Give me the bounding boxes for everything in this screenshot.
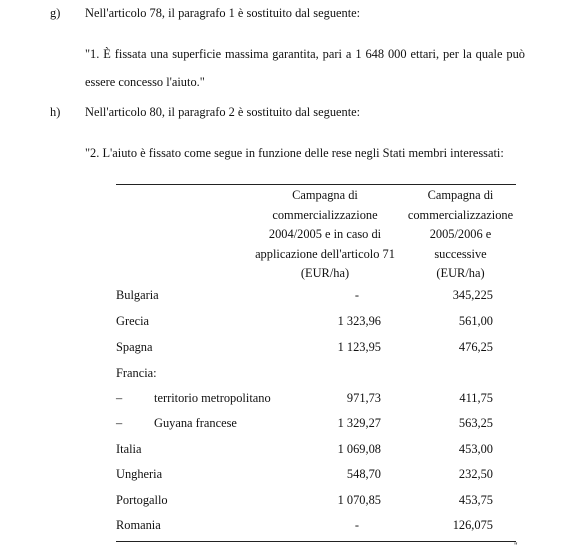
table-row (116, 314, 516, 340)
row-country: Romania (116, 518, 161, 532)
row-country: Francia: (116, 366, 157, 380)
item-h-text: Nell'articolo 80, il paragrafo 2 è sostituito dal seguente: (85, 105, 361, 119)
row-value-2005: 561,00 (458, 314, 493, 328)
row-country: Portogallo (116, 493, 168, 507)
table-row (116, 391, 516, 417)
row-value-2005: 345,225 (452, 288, 493, 302)
row-value-2004: 1 329,27 (337, 416, 381, 430)
row-value-2004: 1 323,96 (337, 314, 381, 328)
row-value-2005: 453,00 (458, 442, 493, 456)
header-line: successive (434, 246, 487, 261)
table-row (116, 288, 516, 314)
header-line: applicazione dell'articolo 71 (255, 246, 395, 261)
item-g-quote: "1. È fissata una superficie massima garantita, pari a 1 648 000 ettari, per la quale può essere concesso l'aiuto." (85, 47, 525, 89)
row-value-2005: 411,75 (459, 391, 493, 405)
table-row (116, 442, 516, 468)
row-value-2004: 971,73 (346, 391, 381, 405)
row-country: territorio metropolitano (154, 391, 271, 405)
item-h-label: h) (50, 105, 61, 119)
header-line: commercializzazione (407, 207, 514, 222)
table-row (116, 416, 516, 442)
header-line: 2005/2006 e (429, 227, 492, 241)
header-line: Campagna di (292, 188, 358, 202)
table-top-rule (116, 184, 516, 185)
row-country: Grecia (116, 314, 150, 328)
row-value-2005: 453,75 (458, 493, 493, 507)
table-row (116, 467, 516, 493)
row-value-2004: 1 069,08 (337, 442, 381, 456)
table-row (116, 340, 516, 366)
header-line: 2004/2005 e in caso di (268, 227, 382, 241)
row-country: Guyana francese (154, 416, 237, 430)
table-bottom-rule (116, 541, 516, 542)
header-line: commercializzazione (272, 207, 378, 222)
table-row (116, 366, 516, 392)
row-value-2004: - (354, 518, 359, 532)
row-value-2005: 476,25 (458, 340, 493, 354)
row-value-2004: 1 123,95 (337, 340, 381, 354)
item-g-text: Nell'articolo 78, il paragrafo 1 è sostituito dal seguente: (85, 6, 361, 20)
column-header-2005-2006 (403, 186, 518, 284)
row-country: Ungheria (116, 467, 163, 481)
row-dash: – (116, 416, 123, 430)
row-country: Bulgaria (116, 288, 159, 302)
row-value-2004: 1 070,85 (337, 493, 381, 507)
row-country: Italia (116, 442, 142, 456)
row-value-2005: 563,25 (458, 416, 493, 430)
closing-quote-mark: " (514, 541, 518, 551)
header-line: (EUR/ha) (436, 266, 485, 280)
header-line: Campagna di (427, 188, 494, 202)
table-row (116, 493, 516, 519)
row-value-2005: 126,075 (452, 518, 493, 532)
row-value-2005: 232,50 (458, 467, 493, 481)
row-value-2004: - (354, 288, 359, 302)
item-h-quote: "2. L'aiuto è fissato come segue in funzione delle rese negli Stati membri interessati: (85, 146, 504, 160)
item-g-label: g) (50, 6, 61, 20)
row-dash: – (116, 391, 123, 405)
header-line: (EUR/ha) (300, 266, 350, 280)
row-country: Spagna (116, 340, 153, 354)
column-header-2004-2005 (255, 186, 395, 284)
row-value-2004: 548,70 (346, 467, 381, 481)
